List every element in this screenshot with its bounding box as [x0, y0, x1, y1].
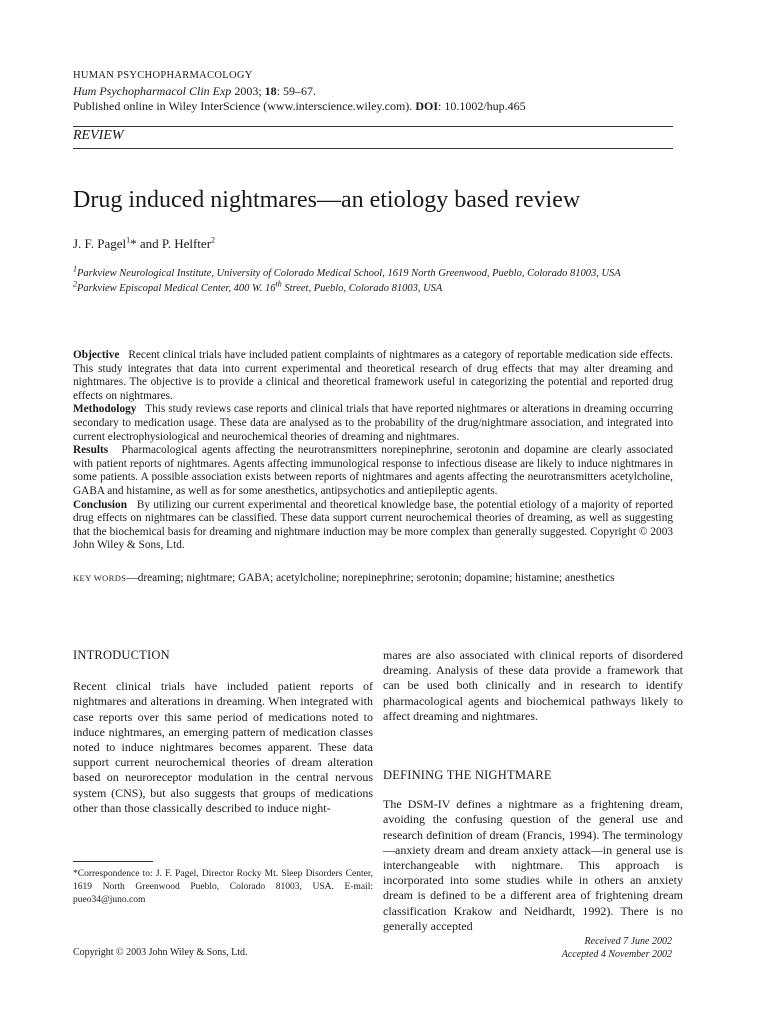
right-column-paragraph-1: mares are also associated with clinical reports of disordered dreaming. Analysis of these data provide a framework that can be used both clinically and in research to identify pharmacological agents and biochemical pathways likely to affect dreaming and nightmares.: [383, 648, 683, 723]
header-rule-bottom: [73, 148, 673, 149]
abstract-objective: [73, 349, 673, 403]
author-1: J. F. Pagel: [73, 236, 127, 251]
abstract: [73, 349, 673, 553]
author-line: [73, 236, 215, 252]
doi-value: : 10.1002/hup.465: [437, 99, 526, 113]
keywords-line: [73, 572, 673, 584]
results-heading: Results: [73, 444, 109, 457]
defining-nightmare-heading: DEFINING THE NIGHTMARE: [383, 768, 552, 782]
section-label: REVIEW: [73, 128, 124, 143]
affiliation-1-mark: 1: [73, 264, 77, 274]
author-2-affil-mark: 2: [211, 235, 216, 245]
citation-volume: 18: [264, 84, 277, 98]
affiliations: [73, 266, 673, 296]
affiliation-2-text-a: Parkview Episcopal Medical Center, 400 W. 16: [77, 283, 276, 294]
accepted-date: Accepted 4 November 2002: [561, 949, 672, 960]
conclusion-heading: Conclusion: [73, 498, 127, 511]
abstract-methodology: [73, 403, 673, 444]
abstract-results: [73, 444, 673, 498]
affiliation-2-text-b: Street, Pueblo, Colorado 81003, USA: [281, 283, 443, 294]
conclusion-text: By utilizing our current experimental and theoretical knowledge base, the potential etiology of a majority of reported drug effects on nightmares can be classified. These data support current neurochemical theories of dreaming, as well as suggesting that the biochemical basis for dreaming and nightmare induction may be more complex than generally suggested. Copyright © 2003 John Wiley & Sons, Ltd.: [73, 498, 673, 552]
copyright-notice: Copyright © 2003 John Wiley & Sons, Ltd.: [73, 947, 248, 958]
keywords-list: —dreaming; nightmare; GABA; acetylcholine; norepinephrine; serotonin; dopamine; histamine; anesthetics: [126, 572, 615, 584]
abstract-conclusion: [73, 499, 673, 553]
affiliation-2-ordinal: th: [275, 279, 282, 289]
introduction-heading: INTRODUCTION: [73, 648, 170, 662]
right-column-bottom: [383, 768, 683, 934]
left-column: [73, 648, 373, 816]
objective-text: Recent clinical trials have included patient complaints of nightmares as a category of reportable medication side effects. This study integrates that data into current experimental and theoretical research of drug effects that may alter dreaming and nightmares. The objective is to provide a clinical and theoretical framework useful in categorizing the potential and reported drug effects on nightmares.: [73, 349, 673, 402]
article-title: Drug induced nightmares—an etiology based review: [73, 187, 581, 213]
published-text: Published online in Wiley InterScience (www.interscience.wiley.com).: [73, 99, 413, 113]
affiliation-1-text: Parkview Neurological Institute, University of Colorado Medical School, 1619 North Greenwood, Pueblo, Colorado 81003, USA: [77, 268, 621, 279]
methodology-text: This study reviews case reports and clinical trials that have reported nightmares or alterations in dreaming occurring secondary to medication usage. These data are analysed as to the probability of the drug/nightmare association, and integrated into current electrophysiological and neurochemical theories of dreaming and nightmares.: [73, 403, 673, 443]
citation-pages: : 59–67.: [276, 84, 316, 98]
right-column-top: [383, 648, 683, 724]
affiliation-2-mark: 2: [73, 279, 77, 289]
footnote-rule: [73, 861, 153, 862]
objective-heading: Objective: [73, 349, 120, 361]
header-rule-top: [73, 126, 673, 127]
results-text: Pharmacological agents affecting the neurotransmitters norepinephrine, serotonin and dopamine are clearly associated with patient reports of nightmares. Agents affecting immunological response to infectious disease are likely to induce nightmares in some patients. A possible association exists between reports of nightmares and agents affecting the neurotransmitters acetylcholine, GABA and histamine, as well as for some anesthetics, antipsychotics and antiepileptic agents.: [73, 444, 673, 497]
affiliation-2: [73, 281, 673, 296]
author-and: and: [136, 236, 162, 251]
citation-journal: Hum Psychopharmacol Clin Exp: [73, 84, 232, 98]
published-online-line: [73, 99, 526, 114]
received-accepted-dates: [500, 935, 672, 961]
affiliation-1: [73, 266, 673, 281]
defining-nightmare-paragraph: The DSM-IV defines a nightmare as a frightening dream, avoiding the confusing question of the general use and research definition of dream (Francis, 1994). The terminology—anxiety dream and dream anxiety attack—in general use is interchangeable with nightmare. This approach is incorporated into some studies while in others an anxiety dream is defined to be a different area of frightening dream classification Krakow and Neidhardt, 1992). There is no generally accepted: [383, 797, 683, 933]
correspondence-footnote: *Correspondence to: J. F. Pagel, Director Rocky Mt. Sleep Disorders Center, 1619 North Greenwood Pueblo, Colorado 81003, USA. E-mail: pueo34@juno.com: [73, 869, 373, 906]
citation-year: 2003;: [234, 84, 262, 98]
doi-label: DOI: [415, 99, 438, 113]
citation-line: [73, 84, 316, 99]
methodology-heading: Methodology: [73, 403, 137, 416]
introduction-paragraph: Recent clinical trials have included patient reports of nightmares and alterations in dreaming. When integrated with case reports over this same period of medications noted to induce nightmares, an emerging pattern of medication classes noted to induce nightmares becomes apparent. These data support current neurochemical theories of dream alteration based on neuroreceptor modulation in the central nervous system (CNS), but also suggests that groups of medications other than those classically described to induce night-: [73, 679, 373, 815]
corresponding-mark: *: [130, 236, 137, 251]
journal-name: HUMAN PSYCHOPHARMACOLOGY: [73, 70, 253, 81]
author-2: P. Helfter: [161, 236, 212, 251]
author-1-affil-mark: 1: [126, 235, 131, 245]
received-date: Received 7 June 2002: [584, 936, 672, 947]
keywords-label: KEY WORDS: [73, 573, 127, 583]
